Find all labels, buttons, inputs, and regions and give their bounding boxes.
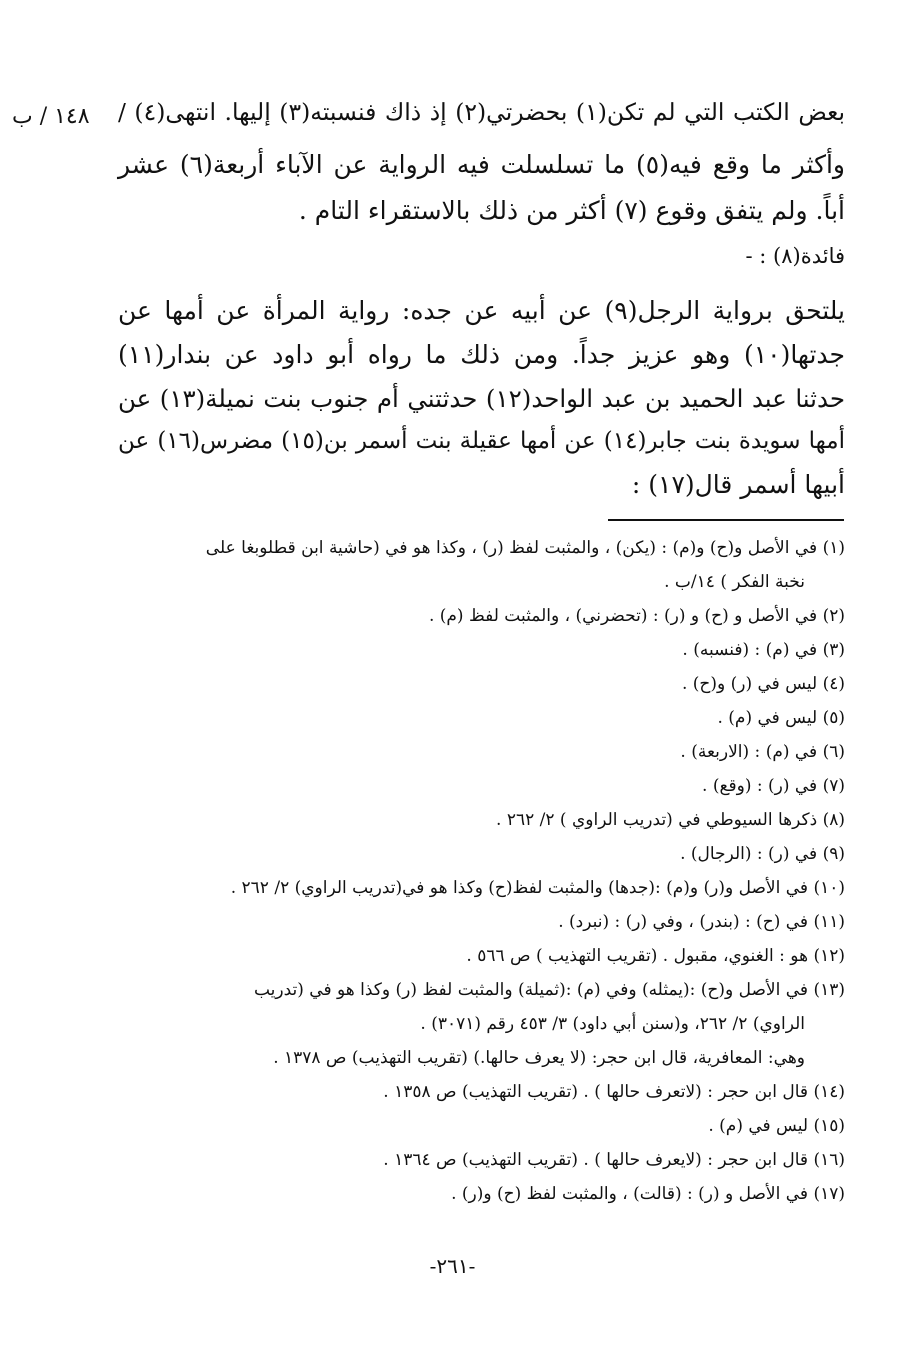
footnote: (١٤) قال ابن حجر : (لاتعرف حالها ) . (تقريب التهذيب) ص ١٣٥٨ . (383, 1082, 845, 1102)
footnote-continuation: الراوي) ٢/ ٢٦٢، و(سنن أبي داود) ٣/ ٤٥٣ رقم (٣٠٧١) . (420, 1014, 805, 1034)
footnote-continuation: وهي: المعافرية، قال ابن حجر: (لا يعرف حالها.) (تقريب التهذيب) ص ١٣٧٨ . (273, 1048, 805, 1068)
main-line: وأكثر ما وقع فيه(٥) ما تسلسلت فيه الرواية عن الآباء أربعة(٦) عشر (118, 150, 845, 179)
main-line: بعض الكتب التي لم تكن(١) بحضرتي(٢) إذ ذاك فنسبته(٣) إليها. انتهى(٤) / (118, 98, 845, 126)
main-line: أمها سويدة بنت جابر(١٤) عن أمها عقيلة بنت أسمر بن(١٥) مضرس(١٦) عن (118, 428, 845, 454)
footnote: (١٣) في الأصل و(ح) :(يمثله) وفي (م) :(ثميلة) والمثبت لفظ (ر) وكذا هو في (تدريب (253, 980, 845, 1000)
footnote: (١٦) قال ابن حجر : (لايعرف حالها ) . (تقريب التهذيب) ص ١٣٦٤ . (383, 1150, 845, 1170)
footnote: (١٧) في الأصل و (ر) : (قالت) ، والمثبت لفظ (ح) و(ر) . (451, 1184, 845, 1204)
footnote: (١٢) هو : الغنوي، مقبول . (تقريب التهذيب ) ص ٥٦٦ . (466, 946, 845, 966)
footnote: (١١) في (ح) : (بندر) ، وفي (ر) : (نبرد) . (558, 912, 845, 932)
footnote: (١) في الأصل و(ح) و(م) : (يكن) ، والمثبت لفظ (ر) ، وكذا هو في (حاشية ابن قطلوبغا على (205, 538, 845, 558)
footnote-divider (608, 519, 844, 521)
footnote: (٨) ذكرها السيوطي في (تدريب الراوي ) ٢/ ٢٦٢ . (496, 810, 845, 830)
main-line: جدتها(١٠) وهو عزيز جداً. ومن ذلك ما رواه أبو داود عن بندار(١١) (118, 340, 845, 369)
footnote: (٤) ليس في (ر) و(ح) . (681, 674, 845, 694)
footnote-continuation: نخبة الفكر ) ١٤/ب . (664, 572, 805, 592)
footnote: (٣) في (م) : (فنسبه) . (682, 640, 845, 660)
page-number: -٢٦١- (429, 1254, 476, 1278)
footnote: (١٥) ليس في (م) . (708, 1116, 845, 1136)
footnote: (٢) في الأصل و (ح) و (ر) : (تحضرني) ، والمثبت لفظ (م) . (428, 606, 845, 626)
section-heading: فائدة(٨) : - (745, 244, 845, 268)
footnote: (١٠) في الأصل و(ر) و(م) :(جدها) والمثبت لفظ(ح) وكذا هو في(تدريب الراوي) ٢/ ٢٦٢ . (230, 878, 845, 898)
margin-folio-reference: ١٤٨ / ب (12, 104, 90, 129)
main-line: أبيها أسمر قال(١٧) : (631, 470, 845, 499)
main-line: يلتحق برواية الرجل(٩) عن أبيه عن جده: رواية المرأة عن أمها عن (118, 296, 845, 325)
main-line: حدثنا عبد الحميد بن عبد الواحد(١٢) حدثتني أم جنوب بنت نميلة(١٣) عن (118, 384, 846, 413)
footnote: (٩) في (ر) : (الرجال) . (680, 844, 845, 864)
footnote: (٦) في (م) : (الاربعة) . (680, 742, 845, 762)
footnote: (٥) ليس في (م) . (717, 708, 845, 728)
footnote: (٧) في (ر) : (وقع) . (702, 776, 845, 796)
main-line: أباً. ولم يتفق وقوع (٧) أكثر من ذلك بالاستقراء التام . (298, 196, 845, 225)
